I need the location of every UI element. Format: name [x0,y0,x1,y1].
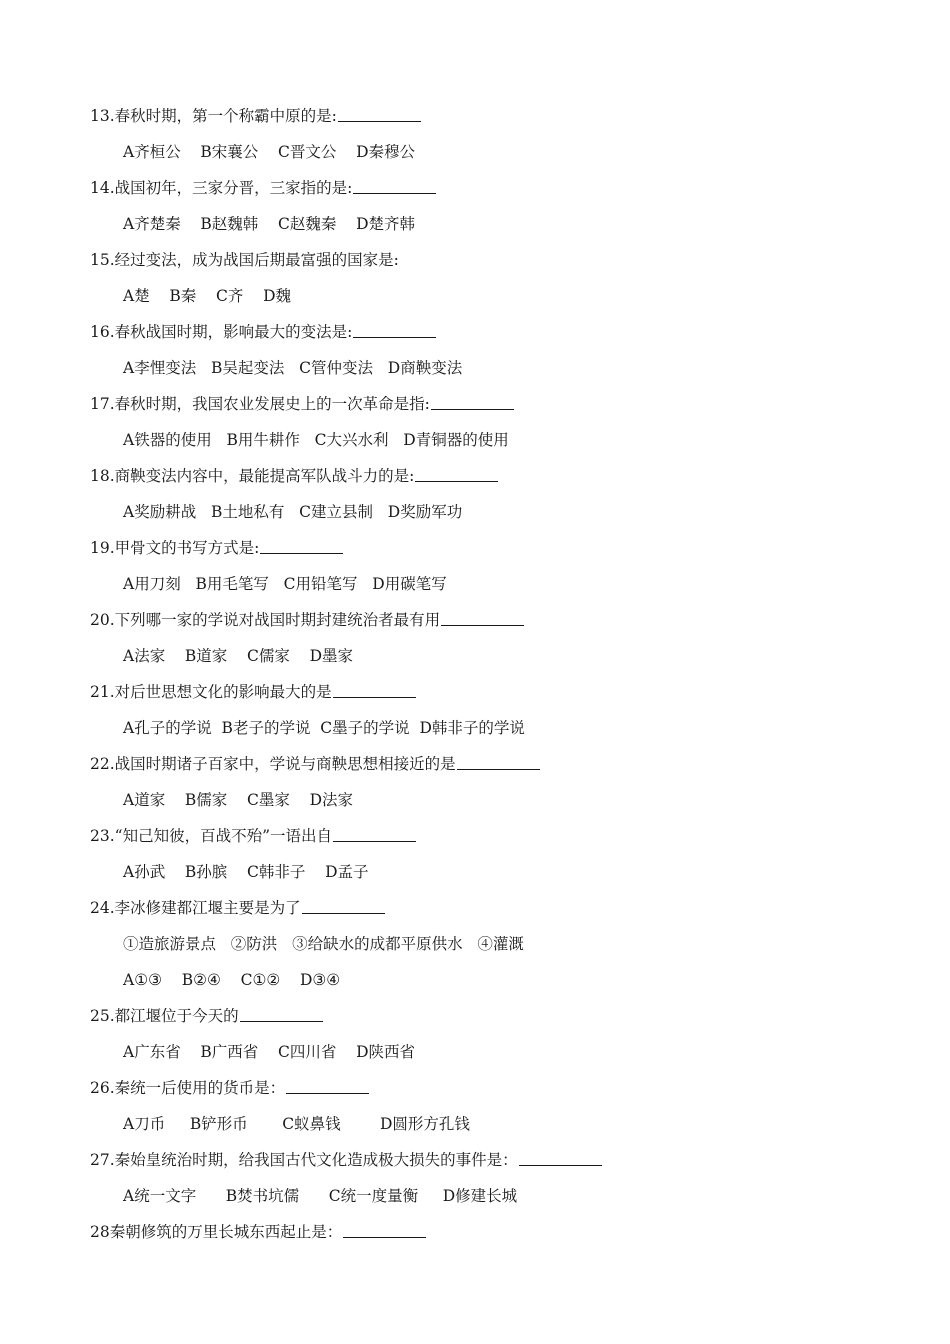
answer-blank [353,322,436,338]
options-text: A用刀刻 B用毛笔写 C用铅笔写 D用碳笔写 [123,575,447,593]
options-text: A统一文字 B焚书坑儒 C统一度量衡 D修建长城 [123,1187,518,1205]
answer-options [90,710,890,746]
answer-options [90,638,890,674]
answer-options [90,962,890,998]
question-stem [90,890,890,926]
question-stem [90,674,890,710]
question-text: 19.甲骨文的书写方式是: [90,539,260,557]
options-text: A孙武 B孙膑 C韩非子 D孟子 [123,863,369,881]
question-text: 26.秦统一后使用的货币是： [90,1079,286,1097]
options-text: ①造旅游景点 ②防洪 ③给缺水的成都平原供水 ④灌溉 [123,935,524,953]
answer-blank [457,754,540,770]
answer-blank [338,106,421,122]
question-text: 23.“知己知彼，百战不殆”一语出自 [90,827,332,845]
answer-options [90,278,890,314]
question-text: 27.秦始皇统治时期，给我国古代文化造成极大损失的事件是： [90,1151,518,1169]
question-text: 28秦朝修筑的万里长城东西起止是： [90,1223,343,1241]
options-text: A道家 B儒家 C墨家 D法家 [123,791,353,809]
answer-options [90,494,890,530]
question-stem [90,818,890,854]
answer-blank [431,394,514,410]
question-list [90,98,890,1250]
question-stem [90,242,890,278]
options-text: A楚 B秦 C齐 D魏 [123,287,291,305]
question-text: 22.战国时期诸子百家中，学说与商鞅思想相接近的是 [90,755,456,773]
question-text: 15.经过变法，成为战国后期最富强的国家是: [90,251,399,269]
answer-options [90,134,890,170]
answer-blank [415,466,498,482]
options-text: A铁器的使用 B用牛耕作 C大兴水利 D青铜器的使用 [123,431,509,449]
answer-blank [240,1006,323,1022]
question-stem [90,314,890,350]
options-text: A齐桓公 B宋襄公 C晋文公 D秦穆公 [123,143,415,161]
answer-options [90,854,890,890]
answer-options [90,926,890,962]
question-stem [90,458,890,494]
question-text: 14.战国初年，三家分晋，三家指的是: [90,179,353,197]
question-stem [90,1142,890,1178]
answer-options [90,206,890,242]
answer-blank [260,538,343,554]
question-text: 13.春秋时期，第一个称霸中原的是: [90,107,337,125]
options-text: A法家 B道家 C儒家 D墨家 [123,647,353,665]
answer-blank [353,178,436,194]
question-stem [90,98,890,134]
answer-blank [302,898,385,914]
options-text: A广东省 B广西省 C四川省 D陕西省 [123,1043,415,1061]
answer-options [90,1106,890,1142]
question-stem [90,386,890,422]
question-stem [90,170,890,206]
answer-blank [333,682,416,698]
question-text: 16.春秋战国时期，影响最大的变法是: [90,323,353,341]
answer-blank [441,610,524,626]
question-stem [90,1214,890,1250]
question-stem [90,1070,890,1106]
question-text: 18.商鞅变法内容中，最能提高军队战斗力的是: [90,467,415,485]
answer-options [90,350,890,386]
options-text: A孔子的学说 B老子的学说 C墨子的学说 D韩非子的学说 [123,719,525,737]
question-text: 20.下列哪一家的学说对战国时期封建统治者最有用 [90,611,441,629]
options-text: A李悝变法 B吴起变法 C管仲变法 D商鞅变法 [123,359,463,377]
options-text: A①③ B②④ C①② D③④ [123,971,341,989]
answer-options [90,566,890,602]
options-text: A奖励耕战 B土地私有 C建立县制 D奖励军功 [123,503,463,521]
answer-options [90,1178,890,1214]
answer-options [90,1034,890,1070]
answer-blank [343,1222,426,1238]
answer-options [90,422,890,458]
question-text: 24.李冰修建都江堰主要是为了 [90,899,301,917]
answer-options [90,782,890,818]
answer-blank [519,1150,602,1166]
question-stem [90,602,890,638]
question-text: 21.对后世思想文化的影响最大的是 [90,683,332,701]
question-stem [90,530,890,566]
options-text: A齐楚秦 B赵魏韩 C赵魏秦 D楚齐韩 [123,215,415,233]
answer-blank [286,1078,369,1094]
question-stem [90,746,890,782]
answer-blank [333,826,416,842]
question-text: 17.春秋时期，我国农业发展史上的一次革命是指: [90,395,430,413]
question-stem [90,998,890,1034]
question-text: 25.都江堰位于今天的 [90,1007,239,1025]
options-text: A刀币 B铲形币 C蚁鼻钱 D圆形方孔钱 [123,1115,470,1133]
